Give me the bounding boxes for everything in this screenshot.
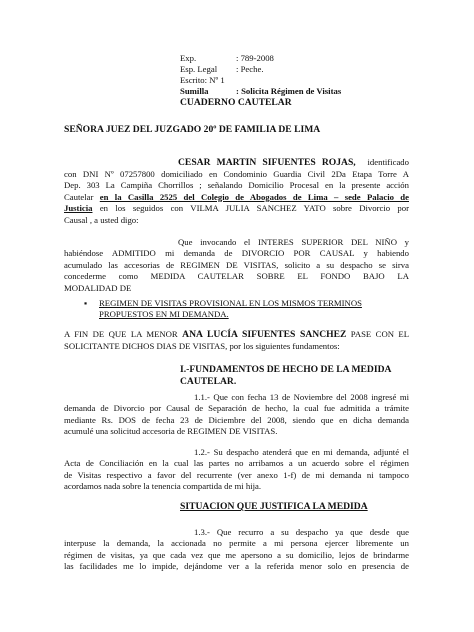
section-1-title-line-1: I.-FUNDAMENTOS DE HECHO DE LA MEDIDA [180, 364, 392, 375]
intro-line-3: Dep. 303 La Campiña Chorrillos ; señalando Domicilio Procesal en la presente acción [64, 180, 409, 191]
header-row-exp: Exp. : 789-2008 [180, 53, 274, 63]
addressee: SEÑORA JUEZ DEL JUZGADO 20º DE FAMILIA DE LIMA [64, 124, 321, 135]
s1p2-line-2: Acta de Conciliación en la cual las partes no arribamos a un acuerdo sobre el régimen [64, 458, 409, 469]
section-2-title: SITUACION QUE JUSTIFICA LA MEDIDA [180, 501, 368, 512]
s1p1-line-1: 1.1.- Que con fecha 13 de Noviembre del 2008 ingresé mi [194, 392, 409, 402]
intro-line-5: Justicia en los seguidos con VILMA JULIA SANCHEZ YATO sobre Divorcio por [64, 203, 409, 214]
request-line-1: Que invocando el INTERES SUPERIOR DEL NIÑO y [178, 237, 409, 247]
intro-paragraph [64, 157, 409, 226]
s1p2-line-1: 1.2.- Su despacho atenderá que en mi demanda, adjunté el [194, 447, 409, 457]
bullet-line-2: PROPUESTOS EN MI DEMANDA. [99, 309, 229, 319]
section-1-paragraph-2 [64, 447, 409, 493]
purpose-line-1: A FIN DE QUE LA MENOR ANA LUCÍA SIFUENTES SANCHEZ PASE CON EL [64, 329, 410, 340]
intro-line-2: con DNI Nº 07257800 domiciliado en Condominio Guardia Civil 2Da Etapa Torre A [64, 169, 409, 179]
case-header [180, 53, 341, 109]
header-row-esp: Esp. Legal : Peche. [180, 64, 264, 74]
intro-line-1: CESAR MARTIN SIFUENTES ROJAS, identificado [178, 157, 409, 168]
section-1-paragraph-1 [64, 392, 409, 438]
header-row-escrito: Escrito: Nº 1 [180, 75, 225, 85]
header-row-sumilla: Sumilla : Solicita Régimen de Visitas [180, 86, 342, 96]
s1p2-line-4: acordamos nada sobre la tenencia compartida de mi hija. [64, 481, 262, 492]
request-line-3: acumulado las accesorias de REGIMEN DE VISITAS, solicito a su despacho se sirva [64, 259, 409, 270]
s2p1-line-4: las facilidades me lo impide, dejándome ver a la referida menor solo en presencia de [64, 561, 409, 572]
request-line-4: concederme como MEDIDA CAUTELAR SOBRE EL FONDO BAJO LA [64, 271, 409, 282]
s1p1-line-3: mediante Rs. DOS de fecha 23 de Diciembre del 2008, siendo que en dicha demanda [64, 414, 409, 425]
header-title: CUADERNO CAUTELAR [180, 97, 292, 108]
s1p1-line-2: demanda de Divorcio por Causal de Separación de hecho, la cual fue admitida a trámite [64, 403, 409, 414]
purpose-paragraph [64, 329, 409, 352]
request-paragraph [64, 237, 409, 294]
purpose-line-2: SOLICITANTE DICHOS DIAS DE VISITAS, por los siguientes fundamentos: [64, 341, 340, 351]
bullet-marker: ▪ [84, 298, 88, 308]
intro-line-6: Causal , a usted digo: [64, 214, 139, 225]
s1p2-line-3: de Visitas respectivo a favor del recurrente (ver anexo 1-f) de mi demanda ni tampoco [64, 469, 409, 480]
section-1-title-line-2: CAUTELAR. [180, 376, 237, 387]
section-2-paragraph-1 [64, 527, 409, 573]
request-line-5: MODALIDAD DE [64, 282, 132, 293]
s2p1-line-3: régimen de visitas, ya que cada vez que me apersono a su domicilio, lejos de brindarme [64, 549, 409, 560]
bullet-line-1: REGIMEN DE VISITAS PROVISIONAL EN LOS MISMOS TERMINOS [99, 298, 362, 308]
request-line-2: habiéndose ADMITIDO mi demanda de DIVORCIO POR CAUSAL y habiendo [64, 248, 409, 259]
intro-line-4: Cautelar en la Casilla 2525 del Colegio de Abogados de Lima – sede Palacio de [64, 191, 409, 202]
s2p1-line-2: interpuse la demanda, la accionada no permite a mi persona ejercer libremente un [64, 538, 409, 549]
s2p1-line-1: 1.3.- Que recurro a su despacho ya que desde que [194, 527, 409, 537]
s1p1-line-4: acumulé una solicitud accesoria de REGIMEN DE VISITAS. [64, 426, 278, 437]
